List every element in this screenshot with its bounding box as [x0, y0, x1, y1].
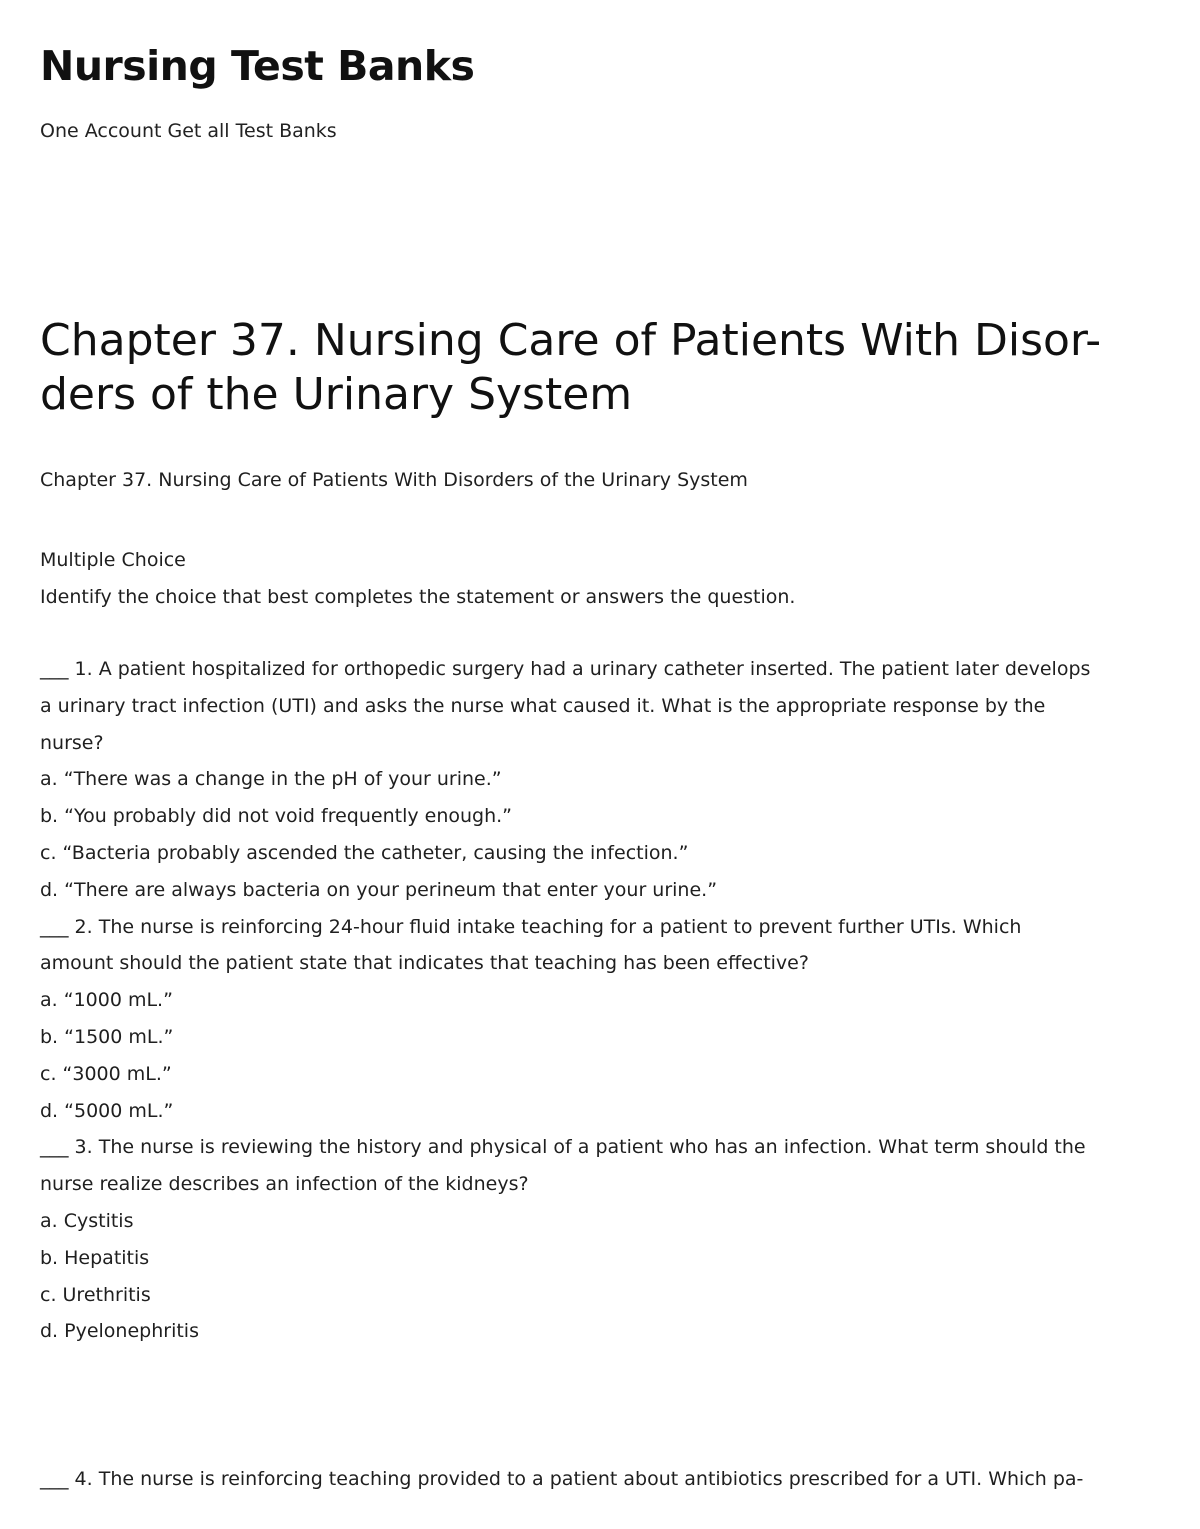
- chapter-heading: [40, 314, 1150, 422]
- chapter-subtitle: Chapter 37. Nursing Care of Patients With Disorders of the Urinary System: [40, 469, 748, 491]
- question-3: [40, 1129, 1165, 1350]
- question-1-option-c: c. “Bacteria probably ascended the catheter, causing the infection.”: [40, 841, 689, 864]
- question-3-option-b: b. Hepatitis: [40, 1246, 150, 1269]
- section-type: Multiple Choice: [40, 549, 186, 571]
- question-2-option-d: d. “5000 mL.”: [40, 1099, 174, 1122]
- question-2: [40, 909, 1165, 1130]
- question-list: [40, 651, 1165, 1350]
- chapter-heading-line-1: Chapter 37. Nursing Care of Patients With Disor-: [40, 315, 1102, 366]
- question-1-stem-line-3: nurse?: [40, 731, 104, 754]
- question-4-stem-line-1: ___ 4. The nurse is reinforcing teaching provided to a patient about antibiotics prescribed for a UTI. Which pa-: [40, 1468, 1084, 1490]
- question-1-option-d: d. “There are always bacteria on your perineum that enter your urine.”: [40, 878, 718, 901]
- question-2-stem-line-1: ___ 2. The nurse is reinforcing 24-hour fluid intake teaching for a patient to prevent further UTIs. Which: [40, 915, 1022, 938]
- question-1-stem-line-2: a urinary tract infection (UTI) and asks the nurse what caused it. What is the appropriate response by the: [40, 694, 1046, 717]
- question-1: [40, 651, 1165, 909]
- question-1-option-a: a. “There was a change in the pH of your urine.”: [40, 768, 502, 791]
- question-3-option-d: d. Pyelonephritis: [40, 1320, 199, 1343]
- site-tagline: One Account Get all Test Banks: [40, 120, 337, 142]
- question-4: [40, 1461, 1165, 1498]
- section-header: [40, 542, 1165, 615]
- question-1-option-b: b. “You probably did not void frequently enough.”: [40, 805, 513, 828]
- question-2-option-b: b. “1500 mL.”: [40, 1025, 174, 1048]
- section-instructions: Identify the choice that best completes the statement or answers the question.: [40, 585, 796, 608]
- question-1-stem-line-1: ___ 1. A patient hospitalized for orthopedic surgery had a urinary catheter inserted. The patient later develops: [40, 658, 1091, 680]
- question-3-stem-line-2: nurse realize describes an infection of the kidneys?: [40, 1173, 529, 1196]
- question-2-stem-line-2: amount should the patient state that indicates that teaching has been effective?: [40, 952, 809, 975]
- question-2-option-a: a. “1000 mL.”: [40, 989, 173, 1012]
- question-2-option-c: c. “3000 mL.”: [40, 1062, 172, 1085]
- chapter-heading-line-2: ders of the Urinary System: [40, 369, 633, 420]
- site-title: Nursing Test Banks: [40, 42, 475, 90]
- question-3-option-c: c. Urethritis: [40, 1283, 151, 1306]
- question-3-option-a: a. Cystitis: [40, 1209, 134, 1232]
- question-3-stem-line-1: ___ 3. The nurse is reviewing the history and physical of a patient who has an infection. What term should the: [40, 1136, 1086, 1159]
